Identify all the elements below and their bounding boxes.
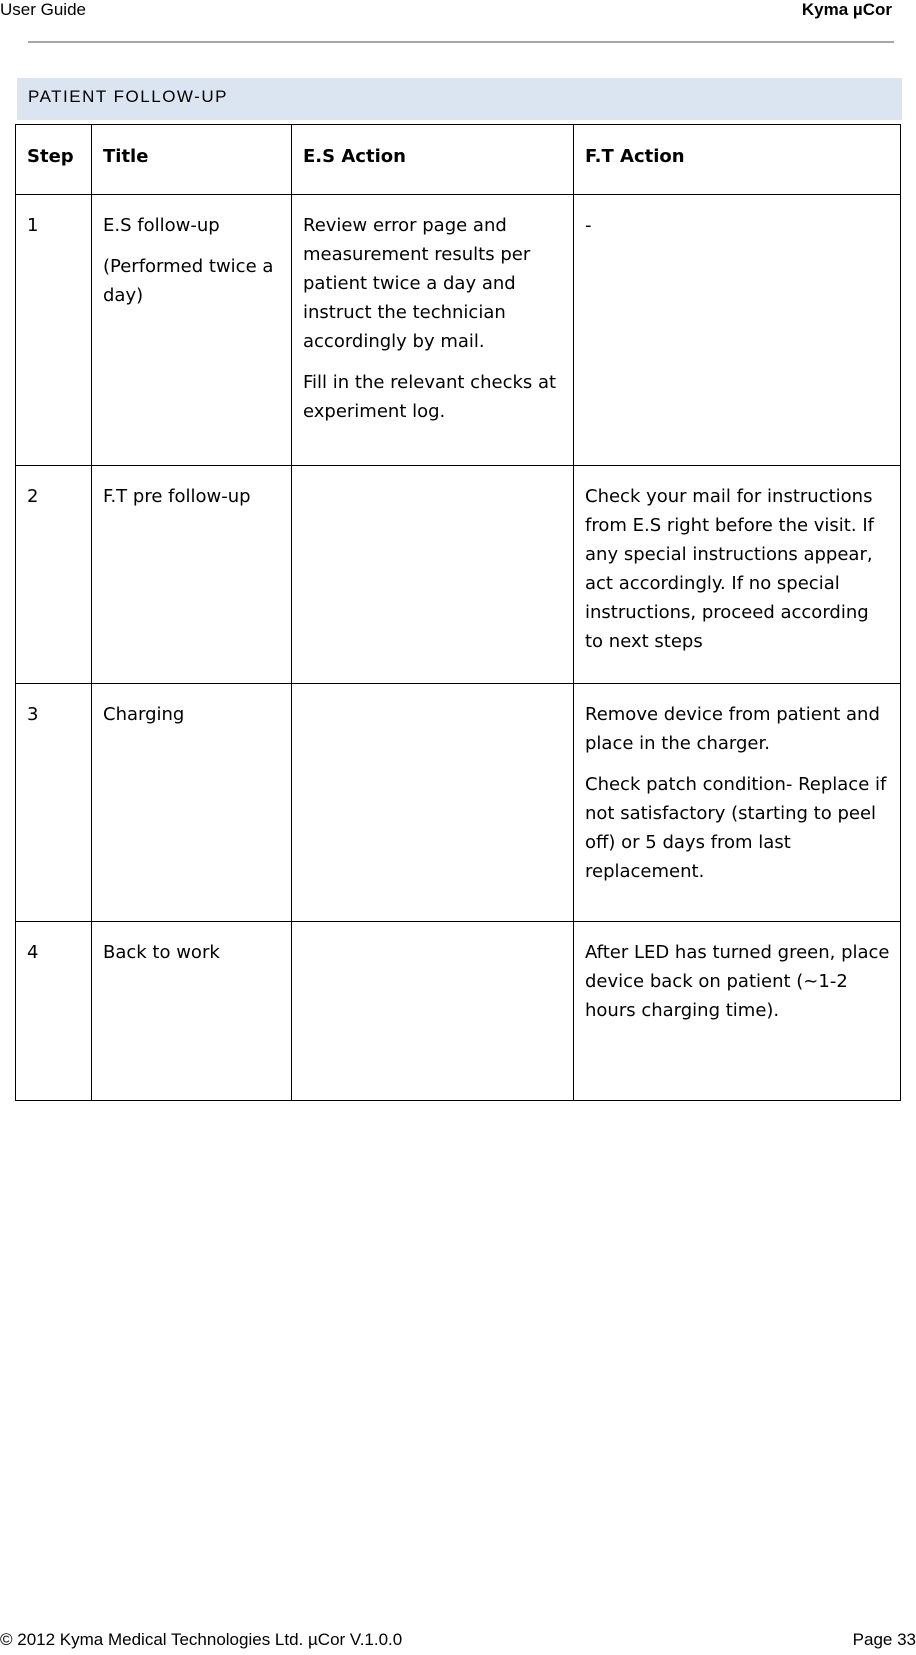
step-number-cell: 4 [16, 922, 92, 1101]
step-title-cell [92, 684, 292, 922]
ft-action-paragraph: Check your mail for instructions from E.S right before the visit. If any special instructions appear, act accordingly. If no special instructions, proceed according to next steps [585, 486, 874, 652]
section-title: PATIENT FOLLOW-UP [28, 87, 228, 106]
step-title-text: E.S follow-up [103, 215, 220, 236]
table-row [16, 195, 901, 466]
column-header-ft-action: F.T Action [574, 125, 901, 195]
ft-action-paragraph: Remove device from patient and place in the charger. [585, 704, 880, 754]
footer-copyright: © 2012 Kyma Medical Technologies Ltd. µCor V.1.0.0 [0, 1630, 403, 1649]
step-number-cell: 1 [16, 195, 92, 466]
step-title-note: (Performed twice a day) [103, 256, 274, 306]
ft-action-cell [574, 466, 901, 684]
header-divider [28, 41, 894, 43]
table-header-row [16, 125, 901, 195]
step-title-cell [92, 195, 292, 466]
es-action-cell [292, 684, 574, 922]
ft-action-cell [574, 922, 901, 1101]
es-action-paragraph: Fill in the relevant checks at experiment log. [303, 372, 557, 422]
step-number-cell: 3 [16, 684, 92, 922]
header-document-type: User Guide [0, 0, 86, 19]
ft-action-paragraph: After LED has turned green, place device back on patient (~1-2 hours charging time). [585, 942, 890, 1021]
footer-page-number: Page 33 [852, 1630, 916, 1649]
table-row [16, 684, 901, 922]
ft-action-paragraph: Check patch condition- Replace if not satisfactory (starting to peel off) or 5 days from last replacement. [585, 774, 887, 882]
es-action-cell [292, 466, 574, 684]
es-action-cell [292, 195, 574, 466]
ft-action-paragraph: - [585, 215, 592, 236]
es-action-paragraph: Review error page and measurement results per patient twice a day and instruct the technician accordingly by mail. [303, 215, 531, 352]
step-number-cell: 2 [16, 466, 92, 684]
column-header-es-action: E.S Action [292, 125, 574, 195]
table-row [16, 922, 901, 1101]
header-product-name: Kyma µCor [801, 0, 892, 19]
step-title-cell [92, 922, 292, 1101]
step-title-cell [92, 466, 292, 684]
step-title-text: F.T pre follow-up [103, 486, 251, 507]
follow-up-steps-table [15, 124, 901, 1101]
column-header-step: Step [16, 125, 92, 195]
section-heading-band [17, 78, 902, 120]
table-row [16, 466, 901, 684]
ft-action-cell [574, 195, 901, 466]
step-title-text: Charging [103, 704, 185, 725]
column-header-title: Title [92, 125, 292, 195]
ft-action-cell [574, 684, 901, 922]
step-title-text: Back to work [103, 942, 220, 963]
es-action-cell [292, 922, 574, 1101]
